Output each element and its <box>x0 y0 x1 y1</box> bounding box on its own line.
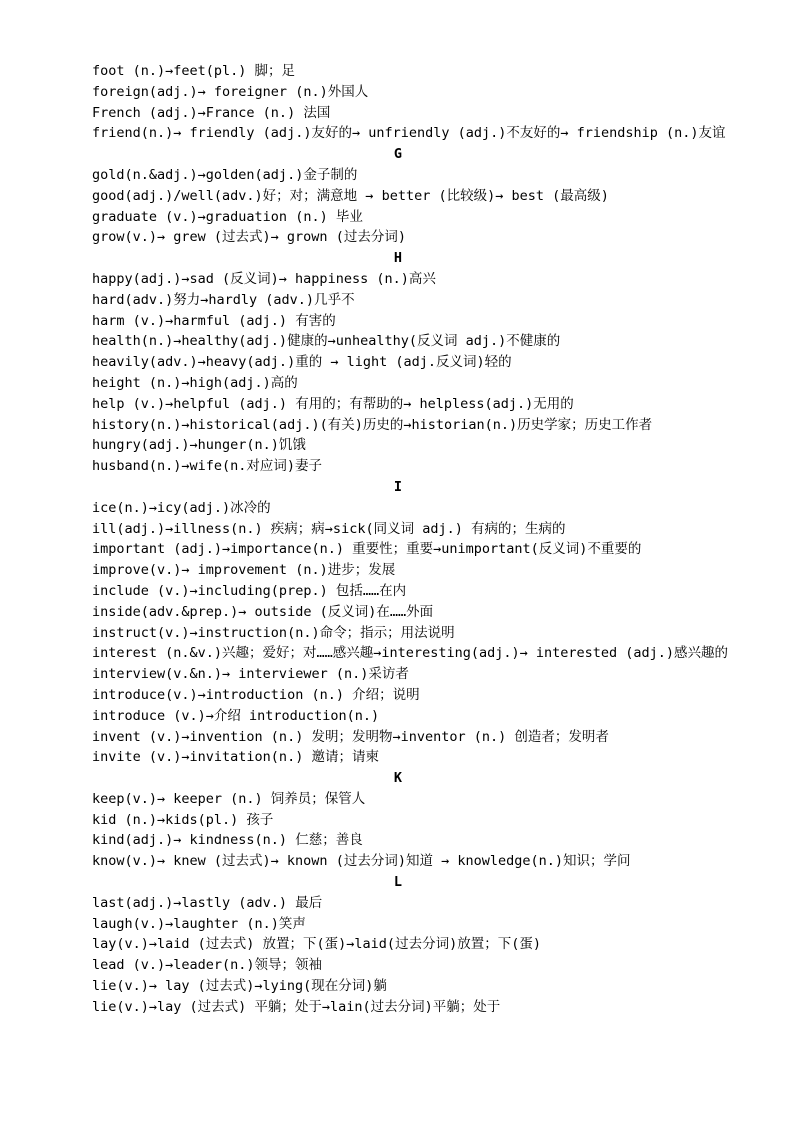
vocabulary-entry: health(n.)→healthy(adj.)健康的→unhealthy(反义词 adj.)不健康的 <box>92 333 561 350</box>
vocabulary-entry: know(v.)→ knew (过去式)→ known (过去分词)知道 → knowledge(n.)知识；学问 <box>92 853 631 870</box>
vocabulary-entry: lead (v.)→leader(n.)领导；领袖 <box>92 957 323 974</box>
vocabulary-entry: husband(n.)→wife(n.对应词)妻子 <box>92 458 323 475</box>
vocabulary-entry: ice(n.)→icy(adj.)冰冷的 <box>92 499 271 516</box>
vocabulary-entry: introduce (v.)→介绍 introduction(n.) <box>92 707 380 724</box>
vocabulary-entry: harm (v.)→harmful (adj.) 有害的 <box>92 312 336 329</box>
vocabulary-entry: ill(adj.)→illness(n.) 疾病；病→sick(同义词 adj.) 有病的；生病的 <box>92 520 566 537</box>
vocabulary-entry: important (adj.)→importance(n.) 重要性；重要→unimportant(反义词)不重要的 <box>92 541 642 558</box>
vocabulary-entry: foreign(adj.)→ foreigner (n.)外国人 <box>92 83 369 100</box>
vocabulary-entry: heavily(adv.)→heavy(adj.)重的 → light (adj.反义词)轻的 <box>92 354 512 371</box>
vocabulary-entry: friend(n.)→ friendly (adj.)友好的→ unfriendly (adj.)不友好的→ friendship (n.)友谊 <box>92 125 726 142</box>
vocabulary-entry: instruct(v.)→instruction(n.)命令；指示；用法说明 <box>92 624 455 641</box>
vocabulary-entry: foot (n.)→feet(pl.) 脚；足 <box>92 63 296 79</box>
vocabulary-entry: hungry(adj.)→hunger(n.)饥饿 <box>92 437 306 454</box>
vocabulary-entry: lie(v.)→lay (过去式) 平躺；处于→lain(过去分词)平躺；处于 <box>92 998 501 1015</box>
vocabulary-entry: lay(v.)→laid (过去式) 放置；下(蛋)→laid(过去分词)放置；下(蛋) <box>92 936 541 953</box>
vocabulary-entry: good(adj.)/well(adv.)好；对；满意地 → better (比较级)→ best (最高级) <box>92 187 609 204</box>
vocabulary-entry: grow(v.)→ grew (过去式)→ grown (过去分词) <box>92 229 406 246</box>
vocabulary-entry: help (v.)→helpful (adj.) 有用的；有帮助的→ helpless(adj.)无用的 <box>92 395 574 412</box>
vocabulary-entry: gold(n.&adj.)→golden(adj.)金子制的 <box>92 166 358 183</box>
section-letter-heading: L <box>393 874 403 891</box>
vocabulary-entry: invent (v.)→invention (n.) 发明；发明物→inventor (n.) 创造者；发明者 <box>92 728 609 745</box>
section-letter-heading: G <box>393 146 403 163</box>
vocabulary-entry: history(n.)→historical(adj.)(有关)历史的→historian(n.)历史学家；历史工作者 <box>92 416 653 433</box>
vocabulary-entry: interest (n.&v.)兴趣；爱好；对……感兴趣→interesting(adj.)→ interested (adj.)感兴趣的 <box>92 645 729 662</box>
vocabulary-list <box>60 61 736 1018</box>
vocabulary-entry: height (n.)→high(adj.)高的 <box>92 374 298 391</box>
vocabulary-entry: invite (v.)→invitation(n.) 邀请；请柬 <box>92 749 379 766</box>
vocabulary-entry: happy(adj.)→sad (反义词)→ happiness (n.)高兴 <box>92 270 436 287</box>
vocabulary-entry: inside(adv.&prep.)→ outside (反义词)在……外面 <box>92 603 434 620</box>
vocabulary-entry: French (adj.)→France (n.) 法国 <box>92 104 331 121</box>
section-letter-heading: K <box>393 770 403 787</box>
vocabulary-entry: keep(v.)→ keeper (n.) 饲养员；保管人 <box>92 790 366 807</box>
vocabulary-entry: kid (n.)→kids(pl.) 孩子 <box>92 811 274 828</box>
vocabulary-entry: include (v.)→including(prep.) 包括……在内 <box>92 582 407 599</box>
vocabulary-entry: introduce(v.)→introduction (n.) 介绍；说明 <box>92 686 420 703</box>
vocabulary-entry: improve(v.)→ improvement (n.)进步；发展 <box>92 562 396 579</box>
section-letter-heading: I <box>393 478 403 495</box>
vocabulary-entry: hard(adv.)努力→hardly (adv.)几乎不 <box>92 291 355 308</box>
vocabulary-entry: laugh(v.)→laughter (n.)笑声 <box>92 915 306 932</box>
vocabulary-entry: graduate (v.)→graduation (n.) 毕业 <box>92 208 363 225</box>
vocabulary-entry: kind(adj.)→ kindness(n.) 仁慈；善良 <box>92 832 363 849</box>
vocabulary-entry: interview(v.&n.)→ interviewer (n.)采访者 <box>92 666 409 683</box>
section-letter-heading: H <box>393 250 403 267</box>
vocabulary-entry: last(adj.)→lastly (adv.) 最后 <box>92 894 323 911</box>
vocabulary-entry: lie(v.)→ lay (过去式)→lying(现在分词)躺 <box>92 978 387 995</box>
